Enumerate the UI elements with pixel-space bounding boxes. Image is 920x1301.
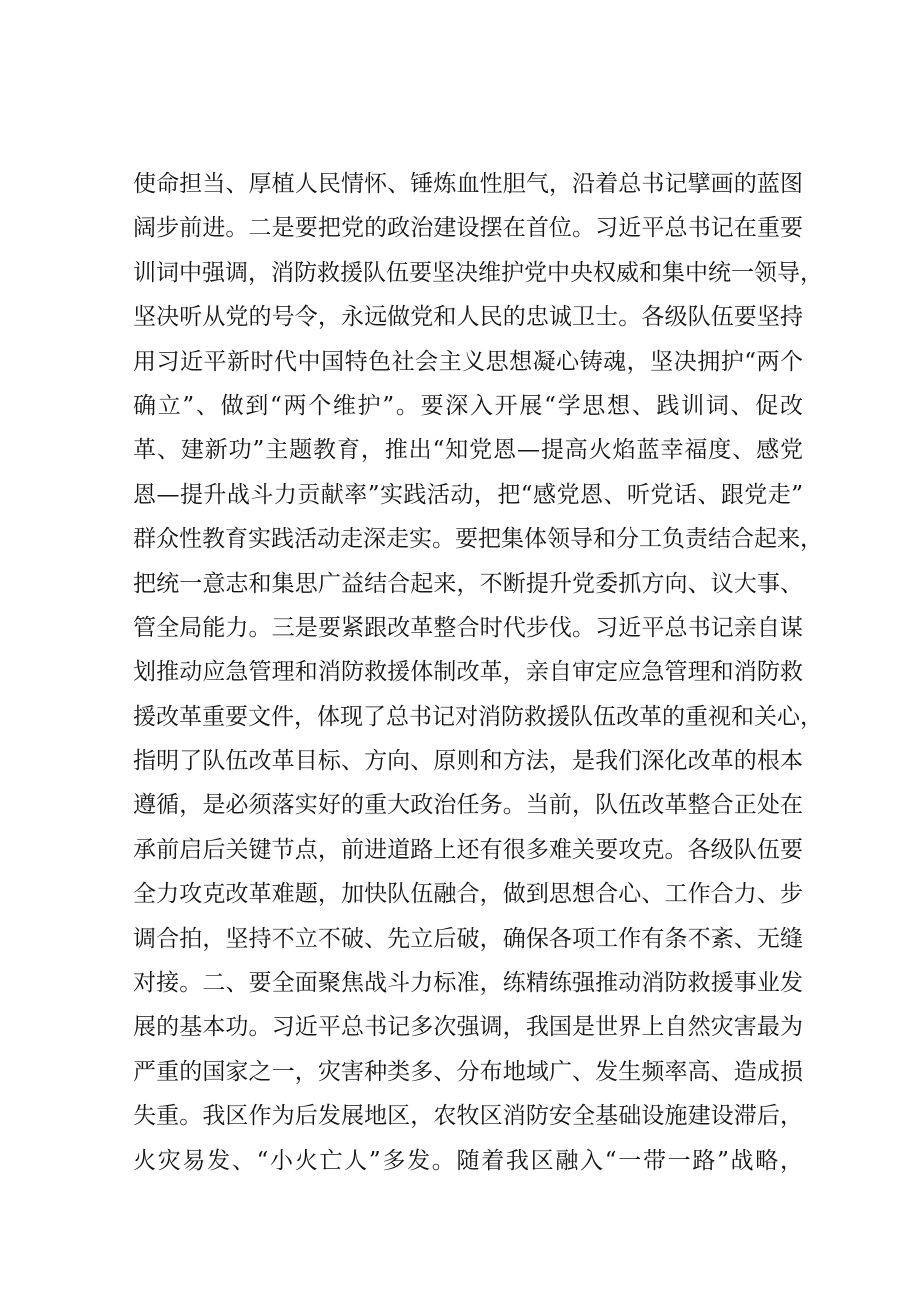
text-line: 用习近平新时代中国特色社会主义思想凝心铸魂，坚决拥护“两个 xyxy=(133,348,803,375)
text-line: 阔步前进。二是要把党的政治建设摆在首位。习近平总书记在重要 xyxy=(133,215,803,242)
text-line: 严重的国家之一，灾害种类多、分布地域广、发生频率高、造成损 xyxy=(133,1058,803,1085)
text-line: 火灾易发、“小火亡人”多发。随着我区融入“一带一路”战略， xyxy=(133,1147,803,1174)
text-line: 坚决听从党的号令，永远做党和人民的忠诚卫士。各级队伍要坚持 xyxy=(133,304,803,331)
text-line: 群众性教育实践活动走深走实。要把集体领导和分工负责结合起来， xyxy=(133,526,823,553)
text-line: 确立”、做到“两个维护”。要深入开展“学思想、践训词、促改 xyxy=(133,392,803,419)
text-line: 恩—提升战斗力贡献率”实践活动，把“感党恩、听党话、跟党走” xyxy=(133,481,803,508)
text-line: 指明了队伍改革目标、方向、原则和方法，是我们深化改革的根本 xyxy=(133,748,803,775)
text-line: 训词中强调，消防救援队伍要坚决维护党中央权威和集中统一领导， xyxy=(133,259,823,286)
text-line: 把统一意志和集思广益结合起来，不断提升党委抓方向、议大事、 xyxy=(133,570,803,597)
text-line: 展的基本功。习近平总书记多次强调，我国是世界上自然灾害最为 xyxy=(133,1014,803,1041)
text-line: 援改革重要文件，体现了总书记对消防救援队伍改革的重视和关心， xyxy=(133,703,823,730)
text-line: 革、建新功”主题教育，推出“知党恩—提高火焰蓝幸福度、感党 xyxy=(133,437,803,464)
text-line: 对接。二、要全面聚焦战斗力标准，练精练强推动消防救援事业发 xyxy=(133,970,803,997)
body-paragraph xyxy=(133,162,823,1183)
text-line: 划推动应急管理和消防救援体制改革，亲自审定应急管理和消防救 xyxy=(133,659,803,686)
text-line: 遵循，是必须落实好的重大政治任务。当前，队伍改革整合正处在 xyxy=(133,792,803,819)
text-line: 使命担当、厚植人民情怀、锤炼血性胆气，沿着总书记擘画的蓝图 xyxy=(133,171,803,197)
text-line: 调合拍，坚持不立不破、先立后破，确保各项工作有条不紊、无缝 xyxy=(133,925,803,952)
text-line: 管全局能力。三是要紧跟改革整合时代步伐。习近平总书记亲自谋 xyxy=(133,614,803,641)
text-line: 失重。我区作为后发展地区，农牧区消防安全基础设施建设滞后， xyxy=(133,1103,803,1130)
text-line: 全力攻克改革难题，加快队伍融合，做到思想合心、工作合力、步 xyxy=(133,881,803,908)
text-line: 承前启后关键节点，前进道路上还有很多难关要攻克。各级队伍要 xyxy=(133,836,803,863)
